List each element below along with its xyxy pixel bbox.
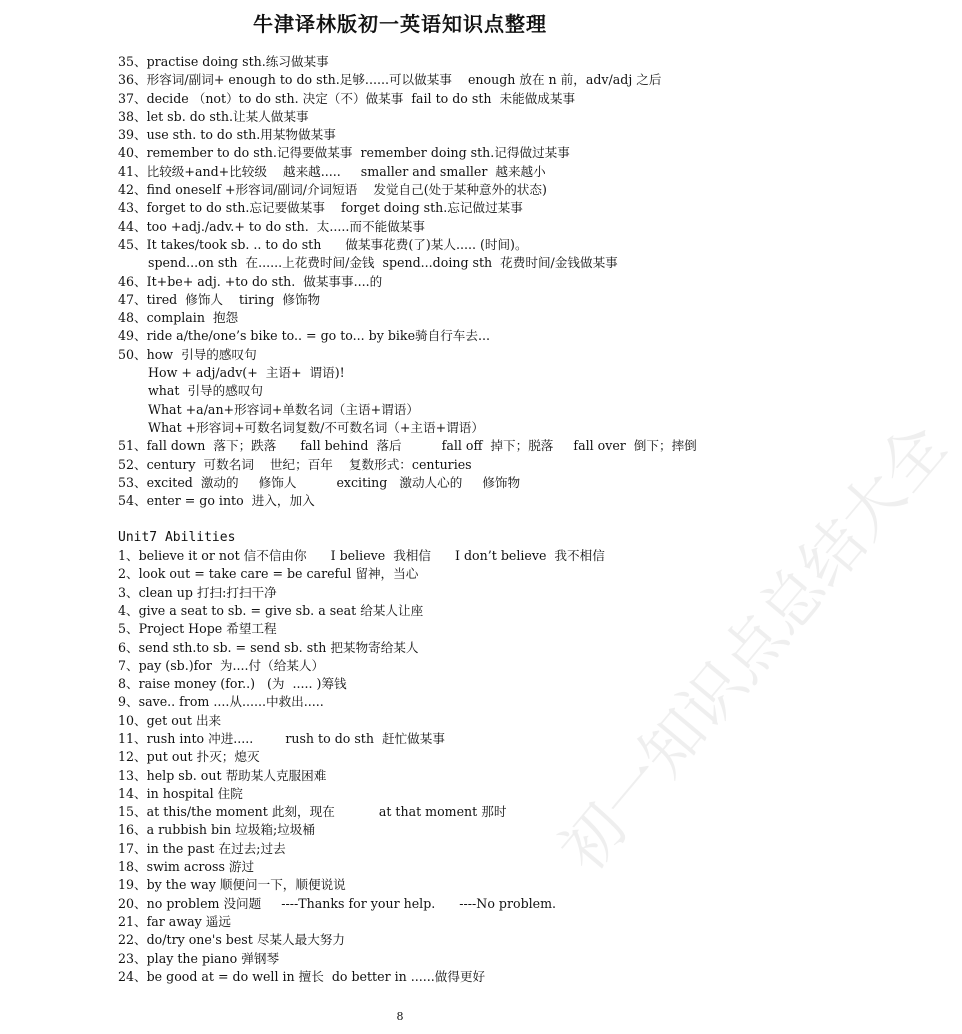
list-item: 20、no problem 没问题 ----Thanks for your help. ----No problem. (118, 895, 557, 911)
list-item: 54、enter = go into 进入，加入 (118, 493, 315, 509)
list-item: 14、in hospital 住院 (118, 785, 243, 801)
list-item: 22、do/try one's best 尽某人最大努力 (118, 932, 345, 948)
list-item: 3、clean up 打扫:打扫干净 (118, 584, 277, 600)
list-item: 49、ride a/the/one’s bike to.. = go to... by bike骑自行车去... (118, 328, 490, 344)
section-heading: Unit7 Abilities (118, 529, 236, 545)
page-title: 牛津译林版初一英语知识点整理 (253, 12, 547, 36)
document-body (118, 53, 778, 986)
list-item: 11、rush into 冲进..... rush to do sth 赶忙做某事 (118, 730, 445, 746)
list-item: 41、比较级+and+比较级 越来越..... smaller and smaller 越来越小 (118, 163, 546, 179)
list-item: 51、fall down 落下；跌落 fall behind 落后 fall off 掉下；脱落 fall over 倒下；摔倒 (118, 438, 697, 454)
list-item: 40、remember to do sth.记得要做某事 remember doing sth.记得做过某事 (118, 145, 570, 161)
list-item: 23、play the piano 弹钢琴 (118, 950, 280, 966)
list-item: 1、believe it or not 信不信由你 I believe 我相信 I don’t believe 我不相信 (118, 548, 605, 564)
list-item: 18、swim across 游过 (118, 859, 255, 875)
spacer (118, 510, 778, 528)
list-item: 44、too +adj./adv.+ to do sth. 太.....而不能做某事 (118, 218, 425, 234)
list-item: 36、形容词/副词+ enough to do sth.足够......可以做某事 enough 放在 n 前，adv/adj 之后 (118, 72, 662, 88)
page-number: 8 (396, 1010, 404, 1023)
list-item: 15、at this/the moment 此刻，现在 at that moment 那时 (118, 804, 507, 820)
list-item: 50、how 引导的感叹句 (118, 346, 257, 362)
list-item-continuation: How + adj/adv(+ 主语+ 谓语)! (148, 365, 345, 381)
list-item: 24、be good at = do well in 擅长 do better in ......做得更好 (118, 968, 486, 984)
list-item-continuation: What +a/an+形容词+单数名词（主语+谓语） (148, 401, 419, 417)
list-item: 35、practise doing sth.练习做某事 (118, 54, 329, 69)
list-item-continuation: What +形容词+可数名词复数/不可数名词（+主语+谓语） (148, 419, 484, 435)
list-item: 8、raise money (for..) (为 ..... )筹钱 (118, 676, 347, 692)
list-item: 47、tired 修饰人 tiring 修饰物 (118, 291, 321, 307)
list-item: 5、Project Hope 希望工程 (118, 621, 277, 637)
list-item: 13、help sb. out 帮助某人克服困难 (118, 767, 327, 783)
list-item: 52、century 可数名词 世纪；百年 复数形式：centuries (118, 456, 472, 472)
list-item: 37、decide （not）to do sth. 决定（不）做某事 fail to do sth 未能做成某事 (118, 90, 576, 106)
list-item: 46、It+be+ adj. +to do sth. 做某事事....的 (118, 273, 383, 289)
watermark: 初一知识点总结大全 (545, 410, 961, 885)
list-item: 38、let sb. do sth.让某人做某事 (118, 108, 309, 124)
list-item: 9、save.. from ....从......中救出..... (118, 694, 324, 710)
list-item: 10、get out 出来 (118, 712, 222, 728)
list-item: 39、use sth. to do sth.用某物做某事 (118, 127, 336, 143)
list-item: 4、give a seat to sb. = give sb. a seat 给某人让座 (118, 602, 424, 618)
list-item: 2、look out = take care = be careful 留神，当心 (118, 566, 419, 582)
list-item: 43、forget to do sth.忘记要做某事 forget doing sth.忘记做过某事 (118, 200, 523, 216)
list-item: 17、in the past 在过去;过去 (118, 840, 286, 856)
list-item: 16、a rubbish bin 垃圾箱;垃圾桶 (118, 822, 315, 838)
list-item-continuation: spend...on sth 在......上花费时间/金钱 spend...doing sth 花费时间/金钱做某事 (148, 255, 618, 271)
list-item: 48、complain 抱怨 (118, 310, 239, 326)
list-item: 19、by the way 顺便问一下，顺便说说 (118, 877, 346, 893)
list-item: 7、pay (sb.)for 为....付（给某人） (118, 657, 325, 673)
list-item: 21、far away 遥远 (118, 913, 231, 929)
list-item: 45、It takes/took sb. .. to do sth 做某事花费(了)某人..... (时间)。 (118, 236, 528, 252)
list-item: 42、find oneself +形容词/副词/介词短语 发觉自己(处于某种意外的状态) (118, 182, 547, 198)
list-item-continuation: what 引导的感叹句 (148, 383, 264, 399)
list-item: 12、put out 扑灭；熄灭 (118, 749, 260, 765)
list-item: 53、excited 激动的 修饰人 exciting 激动人心的 修饰物 (118, 474, 521, 490)
list-item: 6、send sth.to sb. = send sb. sth 把某物寄给某人 (118, 639, 419, 655)
